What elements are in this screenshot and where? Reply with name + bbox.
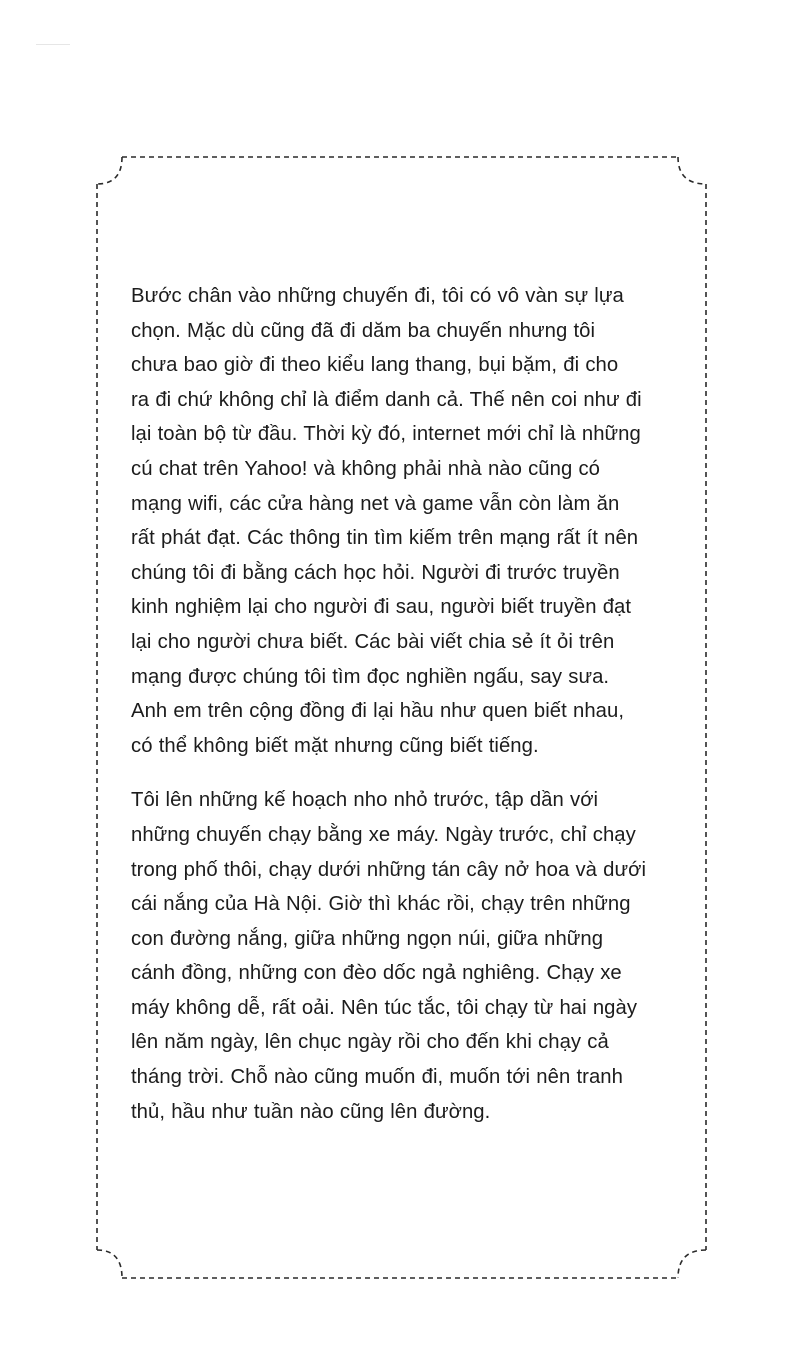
text-line: máy không dễ, rất oải. Nên túc tắc, tôi chạy từ hai ngày — [131, 996, 638, 1019]
text-line: con đường nắng, giữa những ngọn núi, giữa những — [131, 927, 604, 950]
text-line: trong phố thôi, chạy dưới những tán cây nở hoa và dưới — [131, 858, 647, 881]
text-line: Bước chân vào những chuyến đi, tôi có vô vàn sự lựa — [131, 285, 624, 307]
frame-corner-top-left — [97, 157, 122, 184]
text-line: mạng được chúng tôi tìm đọc nghiền ngấu, say sưa. — [131, 665, 610, 688]
text-line: có thể không biết mặt nhưng cũng biết tiếng. — [131, 734, 539, 757]
scan-mark — [36, 44, 70, 45]
paragraph-2 — [131, 783, 703, 1129]
text-line: lên năm ngày, lên chục ngày rồi cho đến khi chạy cả — [131, 1031, 609, 1054]
text-line: kinh nghiệm lại cho người đi sau, người biết truyền đạt — [131, 596, 632, 619]
text-line: ra đi chứ không chỉ là điểm danh cả. Thế nên coi như đi — [131, 388, 642, 411]
frame-corner-top-right — [678, 157, 706, 184]
paragraph-1 — [131, 279, 703, 763]
text-line: rất phát đạt. Các thông tin tìm kiếm trên mạng rất ít nên — [131, 527, 639, 550]
text-line: những chuyến chạy bằng xe máy. Ngày trước, chỉ chạy — [131, 823, 636, 846]
text-line: chọn. Mặc dù cũng đã đi dăm ba chuyến nhưng tôi — [131, 319, 596, 342]
text-line: Tôi lên những kế hoạch nho nhỏ trước, tập dần với — [131, 789, 599, 812]
text-line: lại cho người chưa biết. Các bài viết chia sẻ ít ỏi trên — [131, 630, 615, 653]
text-line: chưa bao giờ đi theo kiểu lang thang, bụi bặm, đi cho — [131, 354, 619, 377]
text-line: Anh em trên cộng đồng đi lại hầu như quen biết nhau, — [131, 700, 625, 723]
text-line: cái nắng của Hà Nội. Giờ thì khác rồi, chạy trên những — [131, 893, 631, 916]
frame-corner-bottom-right — [678, 1250, 706, 1278]
body-text — [131, 279, 703, 1129]
text-line: lại toàn bộ từ đầu. Thời kỳ đó, internet mới chỉ là những — [131, 423, 641, 446]
text-line: mạng wifi, các cửa hàng net và game vẫn còn làm ăn — [131, 492, 620, 515]
text-line: thủ, hầu như tuần nào cũng lên đường. — [131, 1100, 491, 1123]
text-line: tháng trời. Chỗ nào cũng muốn đi, muốn tới nên tranh — [131, 1066, 623, 1089]
text-line: chúng tôi đi bằng cách học hỏi. Người đi trước truyền — [131, 561, 620, 584]
frame-corner-bottom-left — [97, 1250, 122, 1278]
text-line: cánh đồng, những con đèo dốc ngả nghiêng. Chạy xe — [131, 962, 622, 985]
text-line: cú chat trên Yahoo! và không phải nhà nào cũng có — [131, 457, 601, 480]
